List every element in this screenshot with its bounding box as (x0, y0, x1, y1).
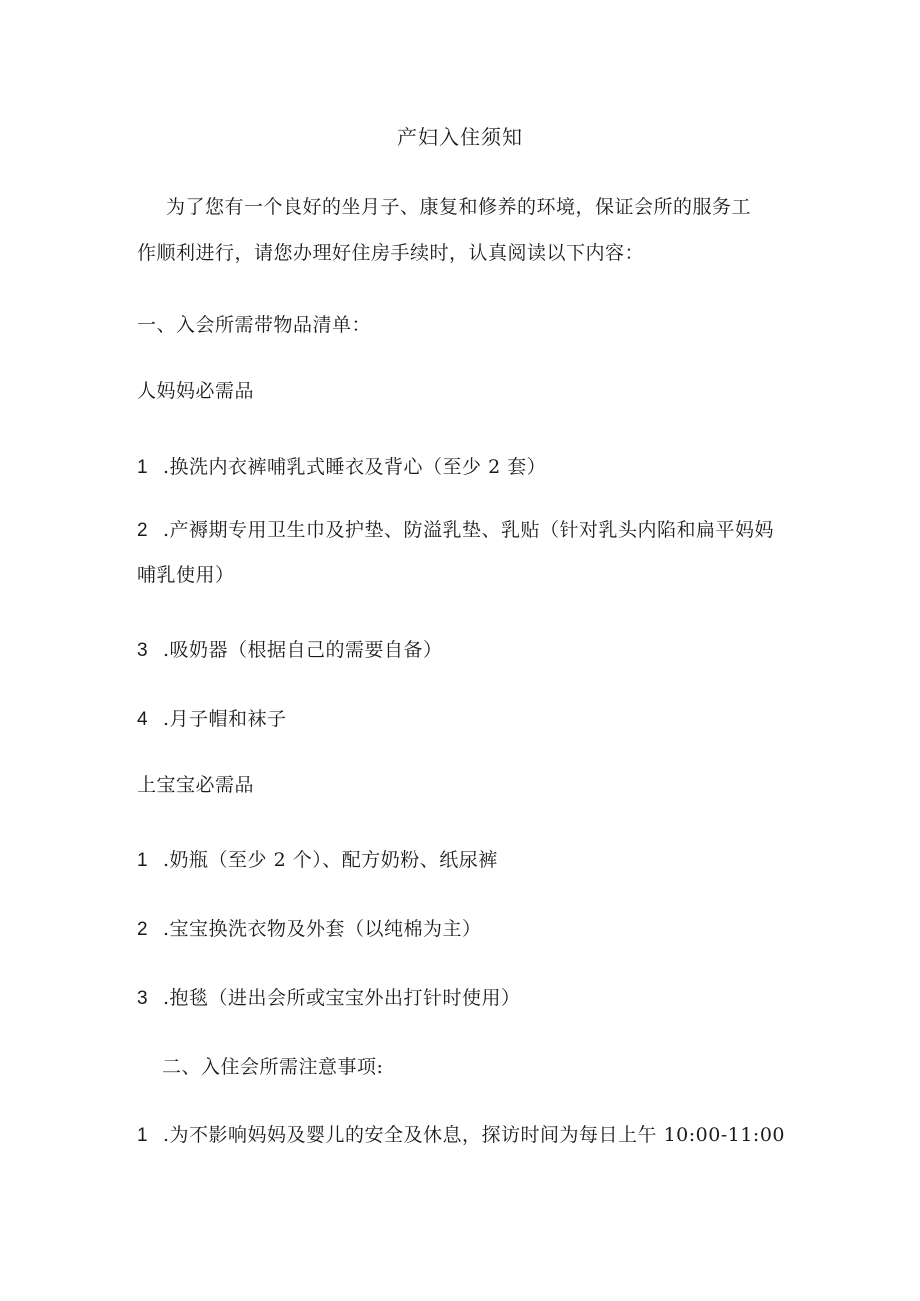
item-number: 3 (137, 988, 149, 1009)
baby-item-1 (137, 848, 498, 873)
intro-paragraph-line-2: 作顺利进行，请您办理好住房手续时，认真阅读以下内容： (137, 242, 645, 264)
item-number: 1 (137, 457, 149, 478)
item-number: 4 (137, 709, 149, 730)
section-1-heading: 一、入会所需带物品清单： (137, 314, 372, 336)
item-text: .抱毯（进出会所或宝宝外出打针时使用） (163, 987, 521, 1009)
baby-item-3 (137, 986, 521, 1011)
mom-essentials-heading: 人妈妈必需品 (137, 380, 255, 402)
item-text: .月子帽和袜子 (163, 708, 287, 730)
baby-item-2 (137, 917, 482, 942)
mom-item-1 (137, 455, 546, 480)
mom-item-3 (137, 638, 443, 663)
mom-item-2-continuation (137, 563, 235, 587)
item-number: 2 (137, 520, 149, 541)
item-number: 3 (137, 640, 149, 661)
item-text: .宝宝换洗衣物及外套（以纯棉为主） (163, 918, 482, 940)
intro-paragraph-line-1: 为了您有一个良好的坐月子、康复和修养的环境，保证会所的服务工 (166, 196, 752, 218)
item-text: .奶瓶（至少 2 个）、配方奶粉、纸尿裤 (163, 849, 498, 871)
section-2-heading: 二、入住会所需注意事项: (162, 1056, 384, 1078)
item-number: 2 (137, 919, 149, 940)
mom-item-2 (137, 518, 774, 543)
item-text: .吸奶器（根据自己的需要自备） (163, 639, 443, 661)
item-text: 哺乳使用） (137, 564, 235, 586)
item-text: .为不影响妈妈及婴儿的安全及休息，探访时间为每日上午 10:00-11:00 (163, 1124, 786, 1146)
item-number: 1 (137, 850, 149, 871)
mom-item-4 (137, 707, 287, 732)
section-2-item-1 (137, 1123, 785, 1148)
item-number: 1 (137, 1125, 149, 1146)
document-title: 产妇入住须知 (397, 125, 523, 149)
baby-essentials-heading: 上宝宝必需品 (137, 774, 255, 796)
item-text: .换洗内衣裤哺乳式睡衣及背心（至少 2 套） (163, 456, 547, 478)
item-text: .产褥期专用卫生巾及护垫、防溢乳垫、乳贴（针对乳头内陷和扁平妈妈 (163, 519, 775, 541)
